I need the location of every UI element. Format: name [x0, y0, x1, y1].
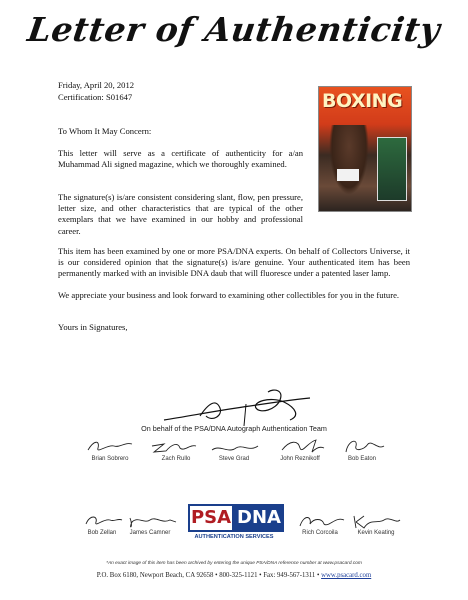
member-name-6: Bob Zellan	[87, 530, 117, 536]
letter-meta	[58, 80, 134, 103]
psa-logo-left: PSA	[188, 504, 234, 532]
paragraph-4: We appreciate your business and look forward to examining other collectibles for you in the future.	[58, 290, 400, 300]
footer-website-link[interactable]: www.psacard.com	[321, 572, 372, 579]
letter-date: Friday, April 20, 2012	[58, 80, 135, 90]
magazine-inset-photo	[377, 137, 407, 201]
magazine-photo	[318, 86, 412, 212]
member-name-2: Zach Rullo	[161, 456, 191, 462]
signature-rich-corcoila	[296, 512, 346, 530]
magazine-title: BOXING	[322, 90, 403, 112]
certification-number: Certification: S01647	[58, 91, 133, 102]
closing: Yours in Signatures,	[58, 322, 128, 332]
member-name-7: James Camner	[129, 530, 171, 536]
signature-steve-grad	[210, 440, 260, 456]
member-name-4: John Reznikoff	[280, 456, 320, 462]
document-title: Letter of Authenticity	[25, 10, 443, 49]
signature-john-reznikoff	[278, 436, 326, 456]
signature-bob-zellan	[84, 512, 124, 530]
member-name-8: Rich Corcoila	[302, 530, 338, 536]
signature-zach-rullo	[150, 438, 198, 456]
member-name-1: Brian Sobrero	[91, 456, 129, 462]
team-caption: On behalf of the PSA/DNA Autograph Authentication Team	[141, 424, 327, 433]
signature-bob-eaton	[342, 436, 386, 456]
archive-footnote: *An exact image of this item has been archived by entering the unique PSA/DNA reference number at www.psacard.com	[106, 561, 362, 566]
paragraph-3: This item has been examined by one or more PSA/DNA experts. On behalf of Collectors Universe, it is our considered opinion that the signature(s) is/are genuine. Your authenticated item has been permanently marked with an invisible DNA daub that will fluoresce under a patented laser lamp.	[58, 246, 410, 279]
boxer-trunks	[337, 169, 359, 181]
paragraph-2: The signature(s) is/are consistent considering slant, flow, pen pressure, letter size, and other characteristics that are typical of the other exemplars that we have examined in our hobby and professional career.	[58, 192, 303, 236]
footer-address: P.O. Box 6180, Newport Beach, CA 92658 • 800-325-1121 • Fax: 949-567-1311 •	[96, 572, 320, 579]
footer-contact	[0, 572, 468, 579]
psa-logo-right: DNA	[234, 504, 284, 532]
signature-kevin-keating	[350, 512, 402, 530]
paragraph-1: This letter will serve as a certificate of authenticity for a/an Muhammad Ali signed magazine, which we thoroughly examined.	[58, 148, 303, 170]
salutation: To Whom It May Concern:	[58, 126, 152, 136]
psa-dna-logo	[184, 504, 284, 544]
signature-brian-sobrero	[86, 438, 134, 456]
signature-james-camner	[126, 512, 178, 530]
member-name-5: Bob Eaton	[347, 456, 377, 462]
member-name-3: Steve Grad	[218, 456, 250, 462]
psa-logo-subtitle: AUTHENTICATION SERVICES	[194, 534, 274, 540]
boxer-figure	[329, 125, 369, 195]
member-name-9: Kevin Keating	[357, 530, 395, 536]
